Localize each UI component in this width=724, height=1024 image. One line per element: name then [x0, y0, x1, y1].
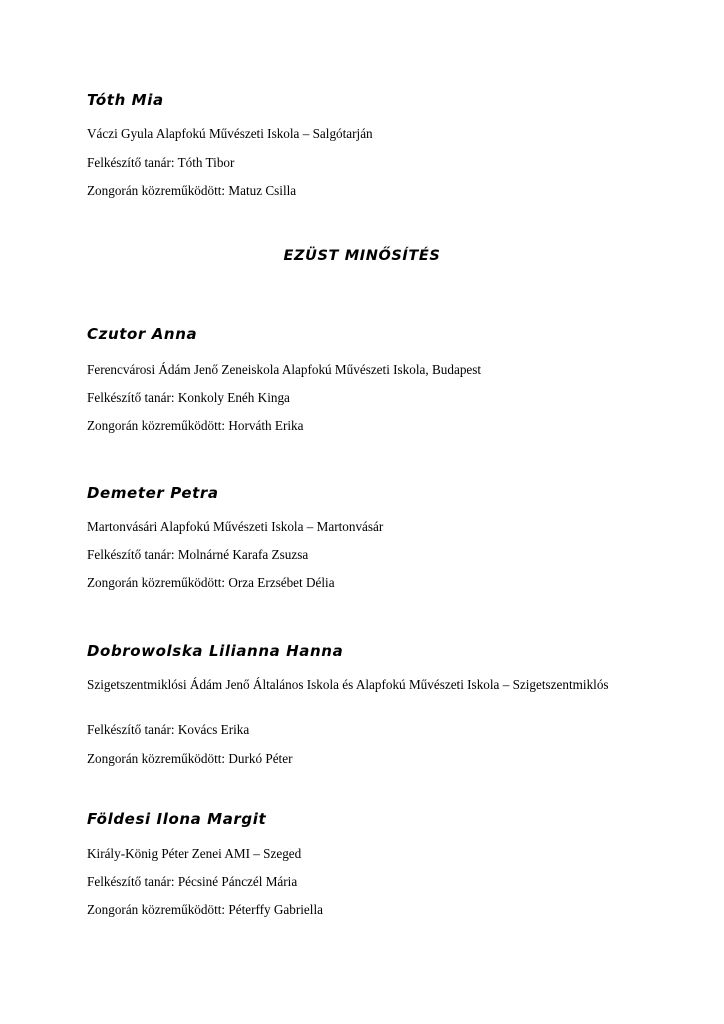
school-line: Váczi Gyula Alapfokú Művészeti Iskola – Salgótarján — [87, 126, 373, 141]
teacher-label: Felkészítő tanár: — [87, 874, 175, 889]
section-heading: EZÜST MINŐSÍTÉS — [283, 248, 441, 264]
accompanist-name: Horváth Erika — [228, 418, 304, 433]
teacher-line — [87, 874, 297, 890]
student-name: Demeter Petra — [87, 484, 219, 502]
teacher-label: Felkészítő tanár: — [87, 390, 175, 405]
school-line: Szigetszentmiklósi Ádám Jenő Általános Iskola és Alapfokú Művészeti Iskola – Szigetszentmiklós — [87, 677, 609, 692]
teacher-line — [87, 155, 234, 171]
accompanist-line — [87, 418, 303, 434]
teacher-label: Felkészítő tanár: — [87, 155, 175, 170]
accompanist-name: Péterffy Gabriella — [228, 902, 323, 917]
student-name: Czutor Anna — [87, 325, 198, 343]
teacher-name: Kovács Erika — [177, 722, 250, 737]
accompanist-line — [87, 575, 335, 591]
accompanist-label: Zongorán közreműködött: — [87, 418, 226, 433]
accompanist-label: Zongorán közreműködött: — [87, 902, 226, 917]
accompanist-name: Durkó Péter — [228, 751, 293, 766]
teacher-name: Tóth Tibor — [177, 155, 235, 170]
accompanist-label: Zongorán közreműködött: — [87, 183, 226, 198]
school-line: Martonvásári Alapfokú Művészeti Iskola – Martonvásár — [87, 519, 384, 534]
accompanist-name: Matuz Csilla — [228, 183, 297, 198]
accompanist-label: Zongorán közreműködött: — [87, 751, 226, 766]
teacher-name: Konkoly Enéh Kinga — [177, 390, 290, 405]
teacher-label: Felkészítő tanár: — [87, 547, 175, 562]
student-name: Tóth Mia — [87, 91, 164, 109]
accompanist-name: Orza Erzsébet Délia — [228, 575, 335, 590]
accompanist-line — [87, 902, 323, 918]
teacher-line — [87, 547, 308, 563]
teacher-name: Molnárné Karafa Zsuzsa — [177, 547, 309, 562]
school-line: Király-König Péter Zenei AMI – Szeged — [87, 846, 302, 861]
teacher-line — [87, 722, 249, 738]
accompanist-label: Zongorán közreműködött: — [87, 575, 226, 590]
accompanist-line — [87, 183, 296, 199]
student-name: Dobrowolska Lilianna Hanna — [87, 642, 344, 660]
teacher-line — [87, 390, 290, 406]
teacher-name: Pécsiné Pánczél Mária — [177, 874, 298, 889]
student-name: Földesi Ilona Margit — [87, 810, 267, 828]
accompanist-line — [87, 751, 292, 767]
school-line: Ferencvárosi Ádám Jenő Zeneiskola Alapfokú Művészeti Iskola, Budapest — [87, 362, 482, 377]
teacher-label: Felkészítő tanár: — [87, 722, 175, 737]
